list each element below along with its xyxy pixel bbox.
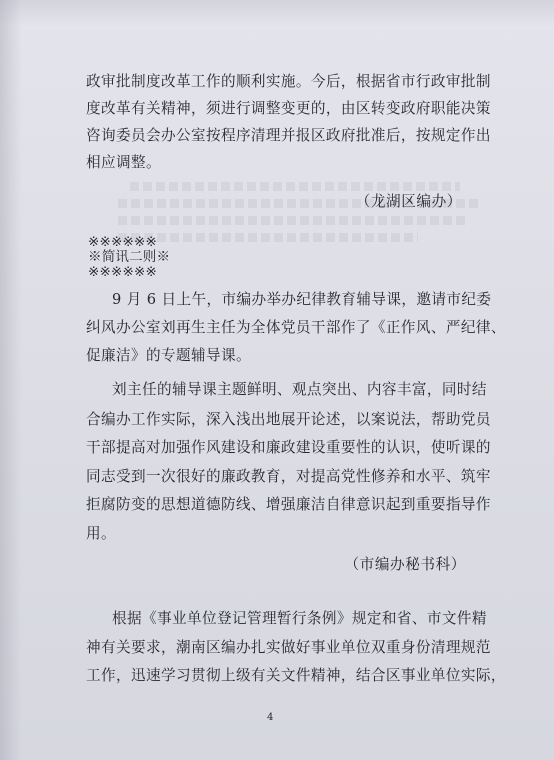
body-text-line: 根据《事业单位登记管理暂行条例》规定和省、市文件精 — [112, 610, 487, 627]
body-text-line: 神有关要求，潮南区编办扎实做好事业单位双重身份清理规范 — [86, 639, 491, 656]
page-edge-shadow — [0, 0, 22, 760]
page-top-shadow — [0, 0, 554, 26]
body-text-line: 9 月 6 日上午，市编办举办纪律教育辅导课，邀请市纪委 — [112, 291, 492, 308]
body-text-line: 用。 — [86, 525, 116, 542]
body-text-line: 相应调整。 — [86, 154, 161, 171]
body-text-line: 同志受到一次很好的廉政教育，对提高党性修养和水平、筑牢 — [86, 468, 491, 485]
body-text-line: 合编办工作实际，深入浅出地展开论述，以案说法，帮助党员 — [86, 411, 491, 428]
divider-marks-top: ※※※※※※ — [88, 234, 158, 250]
source-attribution: （市编办秘书科） — [344, 556, 466, 573]
divider-marks-bottom: ※※※※※※ — [88, 264, 158, 280]
body-text-line: 政审批制度改革工作的顺利实施。今后，根据省市行政审批制 — [86, 73, 491, 90]
body-text-line: 度改革有关精神，须进行调整变更的，由区转变政府职能决策 — [86, 100, 491, 117]
body-text-line: 拒腐防变的思想道德防线、增强廉洁自律意识起到重要指导作 — [86, 496, 491, 513]
source-attribution: （龙湖区编办） — [355, 193, 462, 210]
body-text-line: 干部提高对加强作风建设和廉政建设重要性的认识，使听课的 — [86, 439, 491, 456]
section-heading: ※简讯二则※ — [88, 249, 171, 265]
body-text-line: 促廉洁》的专题辅导课。 — [86, 347, 251, 364]
body-text-line: 工作，迅速学习贯彻上级有关文件精神，结合区事业单位实际， — [86, 667, 506, 684]
body-text-line: 刘主任的辅导课主题鲜明、观点突出、内容丰富，同时结 — [112, 381, 487, 398]
body-text-line: 咨询委员会办公室按程序清理并报区政府批准后，按规定作出 — [86, 127, 491, 144]
body-text-line: 纠风办公室刘再生主任为全体党员干部作了《正作风、严纪律、 — [86, 319, 506, 336]
page-number: 4 — [267, 712, 274, 723]
